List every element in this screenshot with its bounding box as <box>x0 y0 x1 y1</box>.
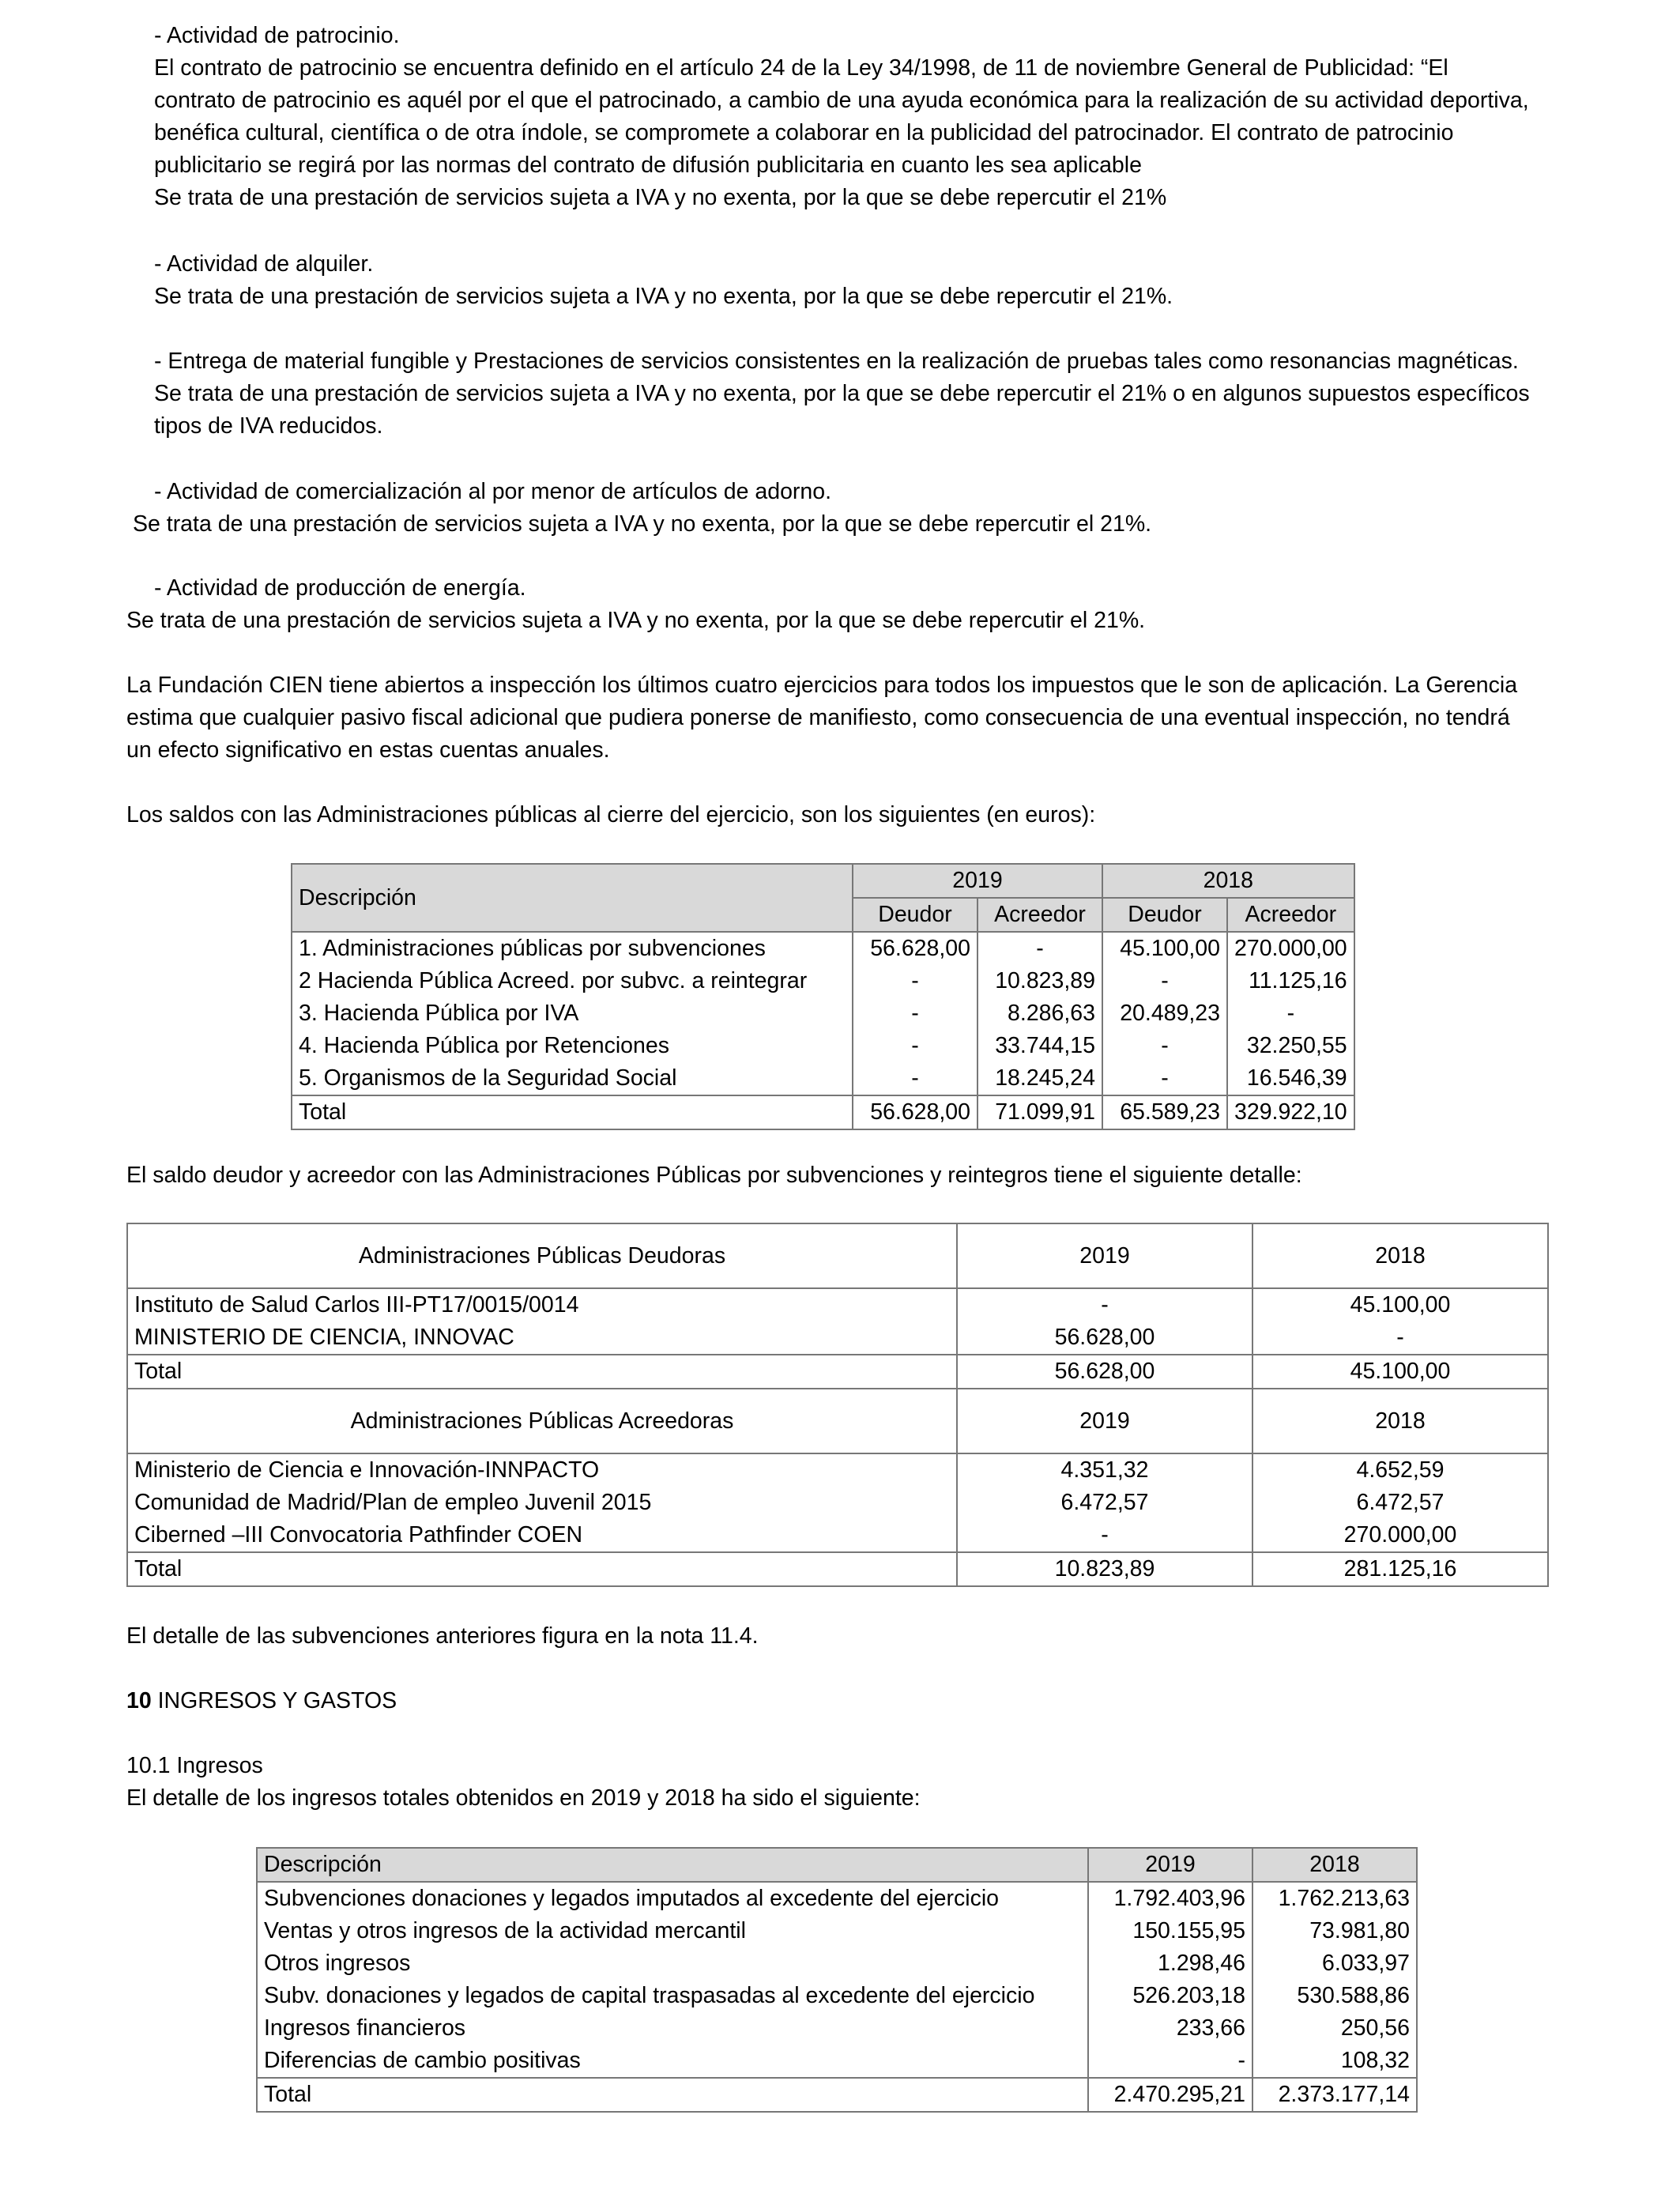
cell: 6.033,97 <box>1252 1947 1417 1980</box>
energia-title: - Actividad de producción de energía. <box>154 575 526 601</box>
cell: - <box>1102 1062 1227 1095</box>
acreedor-header: Acreedor <box>977 898 1102 932</box>
cell: - <box>853 965 977 997</box>
section-heading <box>126 1685 397 1717</box>
cell: 18.245,24 <box>977 1062 1102 1095</box>
cell: 4.652,59 <box>1252 1453 1548 1487</box>
row-label: 2 Hacienda Pública Acreed. por subvc. a reintegrar <box>292 965 853 997</box>
cell: - <box>853 997 977 1030</box>
row-label: Comunidad de Madrid/Plan de empleo Juvenil 2015 <box>127 1487 957 1519</box>
cell: - <box>853 1030 977 1062</box>
table-row <box>257 1915 1417 1947</box>
row-label: Subv. donaciones y legados de capital traspasadas al excedente del ejercicio <box>257 1980 1088 2012</box>
energia-text: Se trata de una prestación de servicios sujeta a IVA y no exenta, por la que se debe repercutir el 21%. <box>126 608 1146 633</box>
year-header: 2018 <box>1252 1389 1548 1453</box>
ingresos-table <box>256 1847 1418 2113</box>
cell: 6.472,57 <box>957 1487 1252 1519</box>
cell: 329.922,10 <box>1227 1095 1354 1129</box>
cell: 16.546,39 <box>1227 1062 1354 1095</box>
cell: - <box>957 1288 1252 1321</box>
row-label: Total <box>127 1552 957 1586</box>
nota-text: El detalle de las subvenciones anteriores figura en la nota 11.4. <box>126 1623 759 1649</box>
patrocinio-line: El contrato de patrocinio se encuentra definido en el artículo 24 de la Ley 34/1998, de 11 de noviembre General de Publicidad: “El <box>154 55 1448 81</box>
total-row <box>127 1355 1548 1389</box>
patrocinio-title: - Actividad de patrocinio. <box>154 23 400 48</box>
row-label: Total <box>257 2078 1088 2112</box>
cell: - <box>957 1519 1252 1552</box>
fungible-line: - Entrega de material fungible y Prestaciones de servicios consistentes en la realización de pruebas tales como resonancias magnéticas. <box>154 349 1519 374</box>
cell: 33.744,15 <box>977 1030 1102 1062</box>
row-label: Ventas y otros ingresos de la actividad mercantil <box>257 1915 1088 1947</box>
table-row <box>257 1882 1417 1915</box>
cell: - <box>977 932 1102 965</box>
alquiler-section <box>154 248 1173 313</box>
energia-section <box>126 572 1145 637</box>
cell: 233,66 <box>1088 2012 1252 2045</box>
cell: 45.100,00 <box>1252 1355 1548 1389</box>
deudor-header: Deudor <box>1102 898 1227 932</box>
detalle-intro: El saldo deudor y acreedor con las Administraciones Públicas por subvenciones y reintegros tiene el siguiente detalle: <box>126 1163 1302 1188</box>
cell: - <box>1102 1030 1227 1062</box>
cell: 150.155,95 <box>1088 1915 1252 1947</box>
deudor-header: Deudor <box>853 898 977 932</box>
row-label: Total <box>292 1095 853 1129</box>
patrocinio-line: publicitario se regirá por las normas del contrato de difusión publicitaria en cuanto les sea aplicable <box>154 153 1142 178</box>
row-label: 4. Hacienda Pública por Retenciones <box>292 1030 853 1062</box>
cell: 56.628,00 <box>957 1355 1252 1389</box>
table-row <box>292 965 1354 997</box>
total-row <box>292 1095 1354 1129</box>
cell: 10.823,89 <box>977 965 1102 997</box>
table-row <box>292 1030 1354 1062</box>
table-row <box>257 1980 1417 2012</box>
cell: 281.125,16 <box>1252 1552 1548 1586</box>
cell: 250,56 <box>1252 2012 1417 2045</box>
row-label: Diferencias de cambio positivas <box>257 2045 1088 2078</box>
year-header: 2018 <box>1252 1848 1417 1882</box>
cell: 65.589,23 <box>1102 1095 1227 1129</box>
row-label: 5. Organismos de la Seguridad Social <box>292 1062 853 1095</box>
desc-header: Descripción <box>292 864 853 932</box>
fungible-section <box>154 345 1530 443</box>
cell: 2.470.295,21 <box>1088 2078 1252 2112</box>
cell: 1.298,46 <box>1088 1947 1252 1980</box>
cell: 2.373.177,14 <box>1252 2078 1417 2112</box>
cell: 530.588,86 <box>1252 1980 1417 2012</box>
row-label: Total <box>127 1355 957 1389</box>
subvenciones-table <box>126 1223 1549 1587</box>
cell: 45.100,00 <box>1102 932 1227 965</box>
patrocinio-line: Se trata de una prestación de servicios sujeta a IVA y no exenta, por la que se debe repercutir el 21% <box>154 185 1167 210</box>
fungible-line: tipos de IVA reducidos. <box>154 413 383 439</box>
patrocinio-line: benéfica cultural, científica o de otra índole, se compromete a colaborar en la publicidad del patrocinador. El contrato de patrocinio <box>154 120 1454 145</box>
cell: 6.472,57 <box>1252 1487 1548 1519</box>
row-label: 3. Hacienda Pública por IVA <box>292 997 853 1030</box>
cell: - <box>1088 2045 1252 2078</box>
row-label: Ciberned –III Convocatoria Pathfinder COEN <box>127 1519 957 1552</box>
table-row <box>127 1321 1548 1355</box>
fungible-line: Se trata de una prestación de servicios sujeta a IVA y no exenta, por la que se debe repercutir el 21% o en algunos supuestos específicos <box>154 381 1530 406</box>
inspeccion-line: un efecto significativo en estas cuentas anuales. <box>126 737 610 763</box>
row-label: Otros ingresos <box>257 1947 1088 1980</box>
inspeccion-line: estima que cualquier pasivo fiscal adicional que pudiera ponerse de manifiesto, como consecuencia de una eventual inspección, no tendrá <box>126 705 1510 730</box>
cell: 56.628,00 <box>853 932 977 965</box>
year-header: 2019 <box>1088 1848 1252 1882</box>
year-header: 2019 <box>957 1223 1252 1288</box>
cell: 73.981,80 <box>1252 1915 1417 1947</box>
desc-header: Descripción <box>257 1848 1088 1882</box>
table-row <box>127 1288 1548 1321</box>
cell: 20.489,23 <box>1102 997 1227 1030</box>
cell: 4.351,32 <box>957 1453 1252 1487</box>
cell: - <box>1102 965 1227 997</box>
cell: 10.823,89 <box>957 1552 1252 1586</box>
table-row <box>257 2012 1417 2045</box>
cell: 108,32 <box>1252 2045 1417 2078</box>
row-label: 1. Administraciones públicas por subvenciones <box>292 932 853 965</box>
table-header-row <box>257 1848 1417 1882</box>
row-label: Instituto de Salud Carlos III-PT17/0015/0014 <box>127 1288 957 1321</box>
cell: 526.203,18 <box>1088 1980 1252 2012</box>
acreedoras-header: Administraciones Públicas Acreedoras <box>127 1389 957 1453</box>
cell: - <box>1227 997 1354 1030</box>
total-row <box>127 1552 1548 1586</box>
cell: 11.125,16 <box>1227 965 1354 997</box>
cell: - <box>853 1062 977 1095</box>
inspeccion-paragraph <box>126 669 1517 767</box>
acreedoras-header-row <box>127 1389 1548 1453</box>
row-label: Ingresos financieros <box>257 2012 1088 2045</box>
table-row <box>127 1453 1548 1487</box>
row-label: Subvenciones donaciones y legados imputados al excedente del ejercicio <box>257 1882 1088 1915</box>
year-header: 2019 <box>957 1389 1252 1453</box>
table-row <box>292 932 1354 965</box>
cell: 71.099,91 <box>977 1095 1102 1129</box>
cell: 270.000,00 <box>1227 932 1354 965</box>
patrocinio-section <box>154 20 1550 214</box>
section-title: INGRESOS Y GASTOS <box>151 1688 397 1713</box>
alquiler-title: - Actividad de alquiler. <box>154 251 374 277</box>
year-header: 2018 <box>1252 1223 1548 1288</box>
cell: - <box>1252 1321 1548 1355</box>
year-header: 2019 <box>853 864 1102 898</box>
table-row <box>257 2045 1417 2078</box>
deudoras-header: Administraciones Públicas Deudoras <box>127 1223 957 1288</box>
table-row <box>292 1062 1354 1095</box>
cell: 1.792.403,96 <box>1088 1882 1252 1915</box>
cell: 56.628,00 <box>957 1321 1252 1355</box>
acreedor-header: Acreedor <box>1227 898 1354 932</box>
comercializacion-title: - Actividad de comercialización al por menor de artículos de adorno. <box>154 479 832 504</box>
deudoras-header-row <box>127 1223 1548 1288</box>
total-row <box>257 2078 1417 2112</box>
section-number: 10 <box>126 1688 152 1713</box>
table-row <box>292 997 1354 1030</box>
saldos-table <box>291 863 1355 1130</box>
year-header: 2018 <box>1102 864 1354 898</box>
row-label: MINISTERIO DE CIENCIA, INNOVAC <box>127 1321 957 1355</box>
cell: 1.762.213,63 <box>1252 1882 1417 1915</box>
patrocinio-line: contrato de patrocinio es aquél por el que el patrocinado, a cambio de una ayuda económica para la realización de su actividad deportiva, <box>154 88 1529 113</box>
inspeccion-line: La Fundación CIEN tiene abiertos a inspección los últimos cuatro ejercicios para todos los impuestos que le son de aplicación. La Gerencia <box>126 673 1518 698</box>
comercializacion-section <box>133 476 1151 541</box>
alquiler-text: Se trata de una prestación de servicios sujeta a IVA y no exenta, por la que se debe repercutir el 21%. <box>154 284 1173 309</box>
table-header-row <box>292 864 1354 898</box>
saldos-intro: Los saldos con las Administraciones públicas al cierre del ejercicio, son los siguientes (en euros): <box>126 802 1096 827</box>
cell: 56.628,00 <box>853 1095 977 1129</box>
table-row <box>127 1487 1548 1519</box>
table-row <box>257 1947 1417 1980</box>
ingresos-intro <box>126 1750 921 1815</box>
ingresos-text: El detalle de los ingresos totales obtenidos en 2019 y 2018 ha sido el siguiente: <box>126 1785 921 1811</box>
row-label: Ministerio de Ciencia e Innovación-INNPACTO <box>127 1453 957 1487</box>
ingresos-subtitle: 10.1 Ingresos <box>126 1753 263 1778</box>
cell: 8.286,63 <box>977 997 1102 1030</box>
cell: 45.100,00 <box>1252 1288 1548 1321</box>
cell: 270.000,00 <box>1252 1519 1548 1552</box>
comercializacion-text: Se trata de una prestación de servicios sujeta a IVA y no exenta, por la que se debe repercutir el 21%. <box>133 511 1152 537</box>
table-row <box>127 1519 1548 1552</box>
cell: 32.250,55 <box>1227 1030 1354 1062</box>
